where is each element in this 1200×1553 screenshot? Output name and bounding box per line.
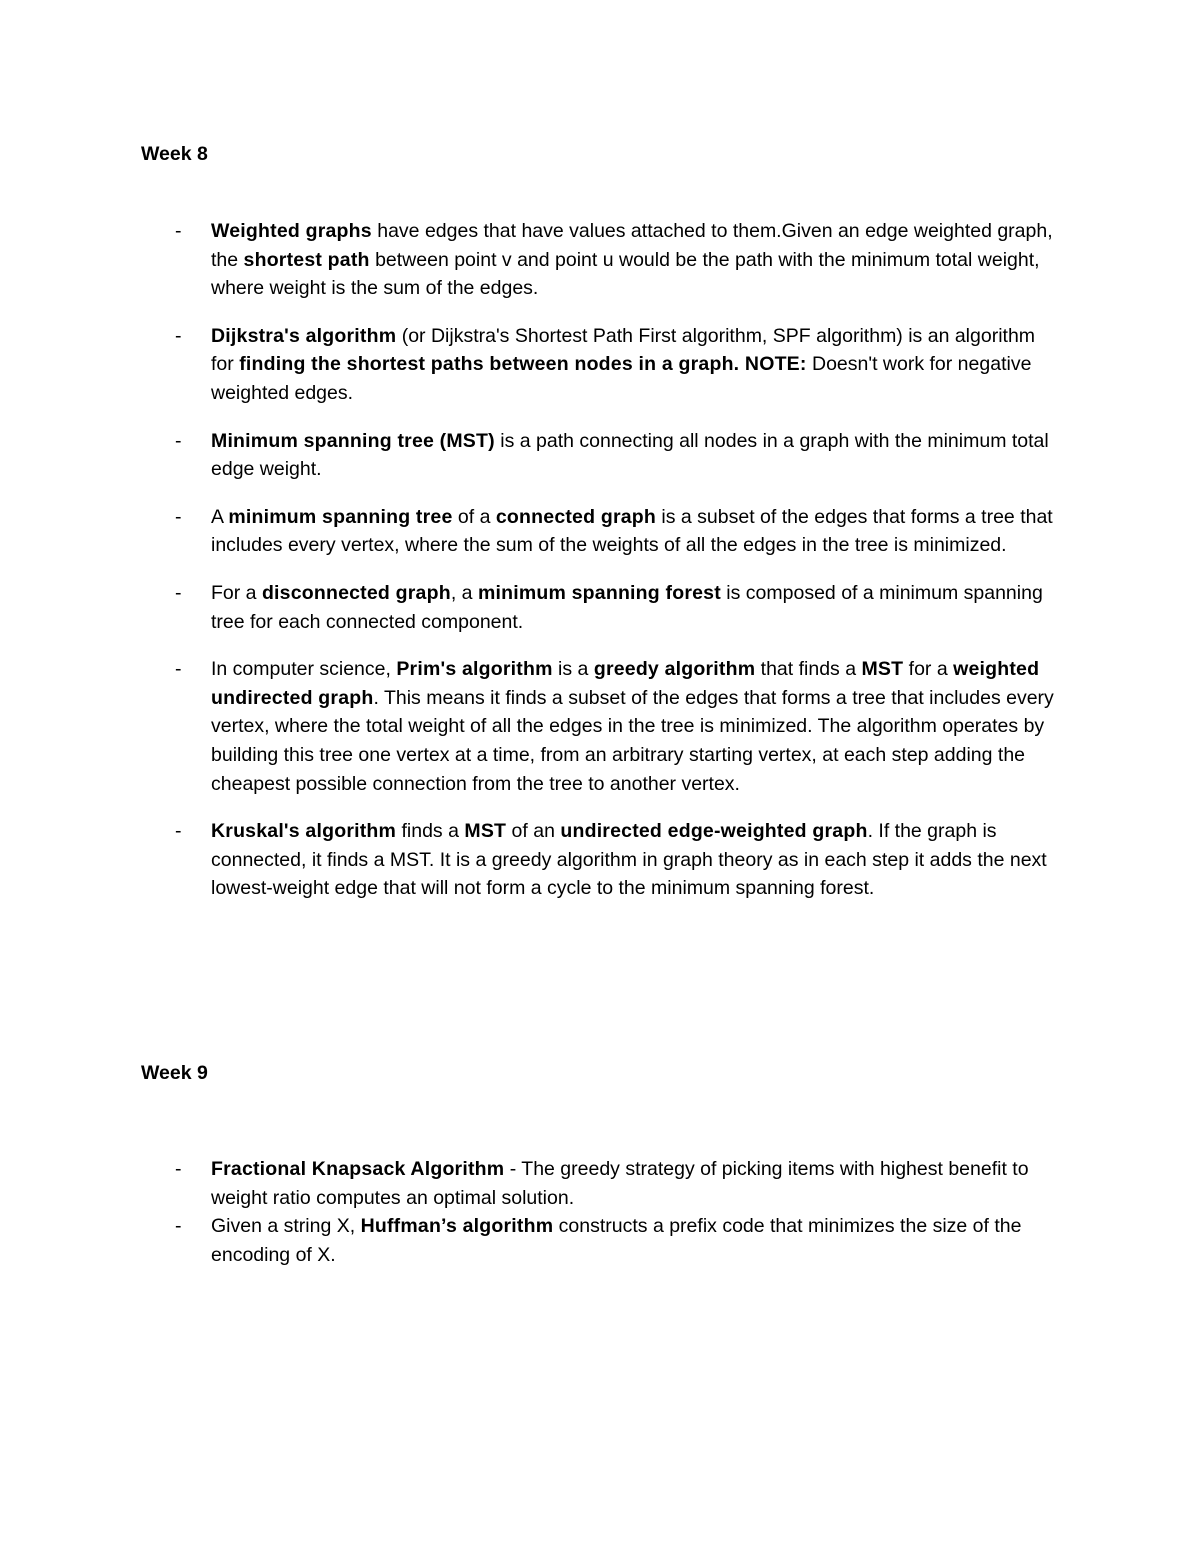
list-item — [0, 579, 1200, 636]
list-item — [0, 427, 1200, 484]
bold-term: minimum spanning forest — [477, 581, 721, 604]
bold-term: greedy algorithm — [593, 658, 756, 681]
week9-heading: Week 9 — [141, 1062, 208, 1084]
bold-term: Huffman’s algorithm — [360, 1215, 554, 1238]
bold-term: Minimum spanning tree (MST) — [211, 429, 495, 452]
bold-term: Kruskal's algorithm — [211, 820, 397, 843]
list-item — [0, 503, 1200, 560]
bold-term: Weighted graphs — [211, 220, 372, 242]
body-text: Doesn't work for negative weighted edges. — [211, 353, 1032, 404]
bullet-dash: - — [175, 658, 182, 681]
bullet-dash: - — [175, 581, 182, 604]
body-text: between point v and point u would be the path with the minimum total weight, where weight is the sum of the edges. — [211, 248, 1040, 300]
bullet-dash: - — [175, 1215, 182, 1238]
body-text: In computer science, — [211, 658, 397, 681]
body-text: of a — [452, 505, 496, 528]
body-text: of an — [506, 820, 561, 843]
week8-heading: Week 8 — [141, 143, 208, 165]
body-text: is a path connecting all nodes in a graph with the minimum total edge weight. — [211, 429, 1049, 481]
body-text: is a subset of the edges that forms a tree that includes every vertex, where the sum of the weights of all the edges in the tree is minimized. — [211, 505, 1053, 557]
bold-term: MST — [464, 820, 507, 843]
body-text: finds a — [396, 820, 465, 843]
body-text: , a — [450, 581, 478, 604]
list-item — [0, 817, 1200, 903]
body-text: have edges that have values attached to them.Given an edge weighted graph, the — [211, 220, 1053, 271]
week9-bullet-list — [0, 1155, 1200, 1269]
list-item — [0, 1155, 1200, 1212]
bold-term: MST — [861, 658, 904, 681]
bold-term: Dijkstra's algorithm — [211, 324, 397, 347]
bold-term: finding the shortest paths between nodes in a graph. NOTE: — [239, 353, 807, 376]
bullet-dash: - — [175, 324, 182, 347]
list-item — [0, 217, 1200, 303]
bold-term: Prim's algorithm — [396, 658, 553, 681]
week8-bullet-list — [0, 217, 1200, 903]
body-text: is a — [552, 658, 594, 681]
body-text: that finds a — [755, 658, 862, 681]
bullet-dash: - — [175, 429, 182, 452]
list-item — [0, 1212, 1200, 1269]
body-text: For a — [211, 581, 262, 604]
bold-term: connected graph — [495, 505, 656, 528]
bold-term: minimum spanning tree — [228, 505, 453, 528]
body-text: for a — [903, 658, 954, 681]
list-item — [0, 655, 1200, 798]
body-text: Given a string X, — [211, 1215, 361, 1238]
body-text: constructs a prefix code that minimizes the size of the encoding of X. — [211, 1215, 1022, 1266]
bold-term: disconnected graph — [261, 581, 451, 604]
body-text: (or Dijkstra's Shortest Path First algorithm, SPF algorithm) is an algorithm for — [211, 324, 1036, 376]
list-item — [0, 322, 1200, 408]
bold-term: shortest path — [243, 248, 370, 271]
body-text: - The greedy strategy of picking items with highest benefit to weight ratio computes an optimal solution. — [211, 1158, 1029, 1209]
body-text: is composed of a minimum spanning tree for each connected component. — [211, 581, 1043, 633]
bold-term: Fractional Knapsack Algorithm — [211, 1158, 505, 1180]
body-text: . If the graph is connected, it finds a MST. It is a greedy algorithm in graph theory as in each step it adds the next lowest-weight edge that will not form a cycle to the minimum spanning forest. — [211, 820, 1047, 900]
body-text: A — [211, 505, 229, 528]
bullet-dash: - — [175, 820, 182, 843]
body-text: . This means it finds a subset of the edges that forms a tree that includes every vertex, where the total weight of all the edges in the tree is minimized. The algorithm operates by building this tree one vertex at a time, from an arbitrary starting vertex, at each step adding the cheapest possible connection from the tree to another vertex. — [211, 686, 1054, 795]
bullet-dash: - — [175, 220, 182, 242]
bold-term: weighted undirected graph — [211, 658, 1040, 709]
bullet-dash: - — [175, 505, 182, 528]
bold-term: undirected edge-weighted graph — [560, 820, 868, 843]
bullet-dash: - — [175, 1158, 182, 1180]
